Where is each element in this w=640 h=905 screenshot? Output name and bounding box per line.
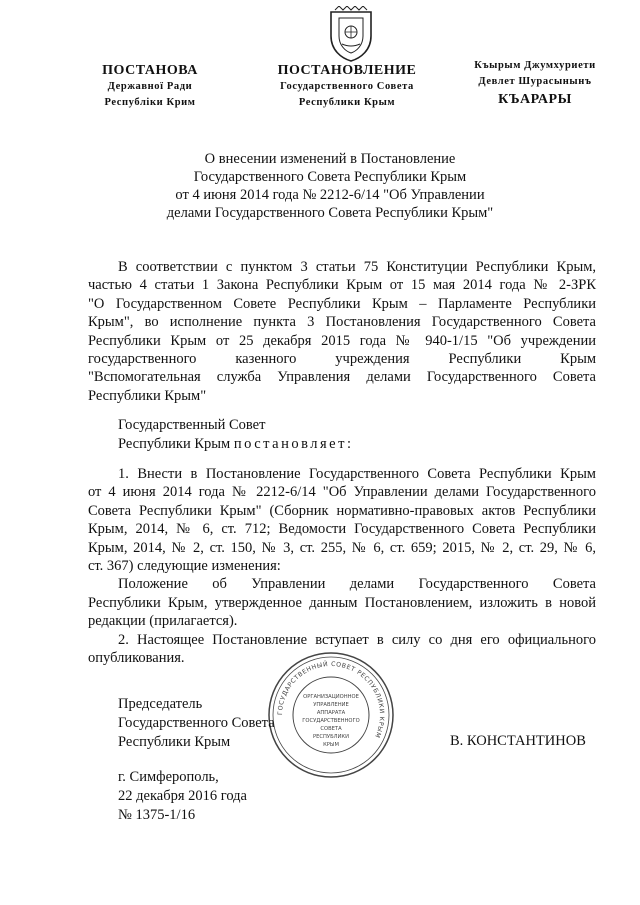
preamble-line: частью 4 статьи 1 Закона Республики Крым от 15 мая 2014 года № 2-ЗРК [88,277,596,294]
header-center-title: ПОСТАНОВЛЕНИЕ [277,63,417,78]
coat-of-arms-icon [325,6,377,62]
stamp-outer-text: ГОСУДАРСТВЕННЫЙ СОВЕТ РЕСПУБЛИКИ КРЫМ [276,660,386,740]
preamble-paragraph [88,258,596,405]
preamble-line: Крым", во исполнение пункта 3 Постановления Государственного Совета [88,314,596,331]
council-verb: постановляет: [233,436,354,452]
council-line2 [118,435,353,454]
signatory-name: В. КОНСТАНТИНОВ [450,733,586,749]
signature-line3: Республики Крым [118,734,231,750]
svg-text:ОРГАНИЗАЦИОННОЕ: ОРГАНИЗАЦИОННОЕ [303,694,359,700]
header-center-line1: Государственного Совета [280,81,414,92]
resolution-line: от 4 июня 2014 года № 2212-6/14 "Об Управлении делами Государственного [88,484,596,501]
document-title [120,150,540,222]
resolution-line: Республики Крым, утвержденное данным Постановлением, изложить в новой [88,594,596,611]
preamble-line: В соответствии с пунктом 3 статьи 75 Конституции Республики Крым, [118,259,596,275]
svg-text:РЕСПУБЛИКИ: РЕСПУБЛИКИ [313,734,349,740]
svg-text:СОВЕТА: СОВЕТА [320,726,342,732]
title-line: О внесении изменений в Постановление [204,151,456,167]
place-city: г. Симферополь, [118,769,219,785]
header-right-title: КЪАРАРЫ [498,92,572,107]
resolution-line: Положение об Управлении делами Государственного Совета [118,576,596,593]
signature-line2: Государственного Совета [118,715,275,731]
council-line1: Государственный Совет [118,417,266,433]
resolution-line: Крым, 2014, № 6, ст. 712; Ведомости Государственного Совета Республики [88,521,596,538]
preamble-line: "О Государственном Совете Республики Крым – Парламенте Республики [88,295,596,312]
resolution-line: опубликования. [88,650,185,667]
header-left-title: ПОСТАНОВА [102,63,198,78]
signature-line1: Председатель [118,696,203,712]
title-line: от 4 июня 2014 года № 2212-6/14 "Об Управлении [175,187,485,203]
preamble-line: Республики Крым от 25 декабря 2015 года № 940-1/15 "Об учреждении [88,332,596,349]
council-resolves [118,416,353,454]
place-date-number [118,768,247,825]
official-stamp-icon [266,650,396,780]
signature-title [118,695,275,752]
council-line2-prefix: Республики Крым [118,436,234,452]
resolution-line: Крым, 2014, № 2, ст. 150, № 3, ст. 255, № 6, ст. 659; 2015, № 2, ст. 29, № 6, [88,539,596,556]
title-line: Государственного Совета Республики Крым [193,169,467,185]
header-left-line2: Республіки Крим [104,97,196,108]
resolution-line: 1. Внести в Постановление Государственного Совета Республики Крым [118,466,596,482]
header-right-line2: Девлет Шурасынынъ [478,76,592,87]
header-center-line2: Республики Крым [298,97,396,108]
place-date: 22 декабря 2016 года [118,788,247,804]
header-right-line1: Къырым Джумхуриети [474,60,596,71]
resolution-line: редакции (прилагается). [88,613,238,630]
svg-text:АППАРАТА: АППАРАТА [316,710,346,716]
resolution-line: Совета Республики Крым" (Сборник нормативно-правовых актов Республики [88,502,596,519]
preamble-line: государственного казенного учреждения Республики Крым [88,351,596,368]
header-crimean-tatar [445,58,625,108]
svg-text:ГОСУДАРСТВЕННОГО: ГОСУДАРСТВЕННОГО [302,718,360,724]
svg-text:КРЫМ: КРЫМ [323,742,339,748]
document-number: № 1375-1/16 [118,807,196,823]
header-left-line1: Державної Ради [107,81,193,92]
header-russian [262,63,432,111]
resolution-line: 2. Настоящее Постановление вступает в силу со дня его официального [118,631,596,648]
resolution-body [88,465,596,667]
header-ukrainian [85,63,215,111]
preamble-line: "Вспомогательная служба Управления делами Государственного Совета [88,369,596,386]
svg-text:УПРАВЛЕНИЕ: УПРАВЛЕНИЕ [313,702,349,708]
resolution-line: ст. 367) следующие изменения: [88,558,281,575]
preamble-line: Республики Крым" [88,387,207,404]
title-line: делами Государственного Совета Республики Крым" [166,205,494,221]
